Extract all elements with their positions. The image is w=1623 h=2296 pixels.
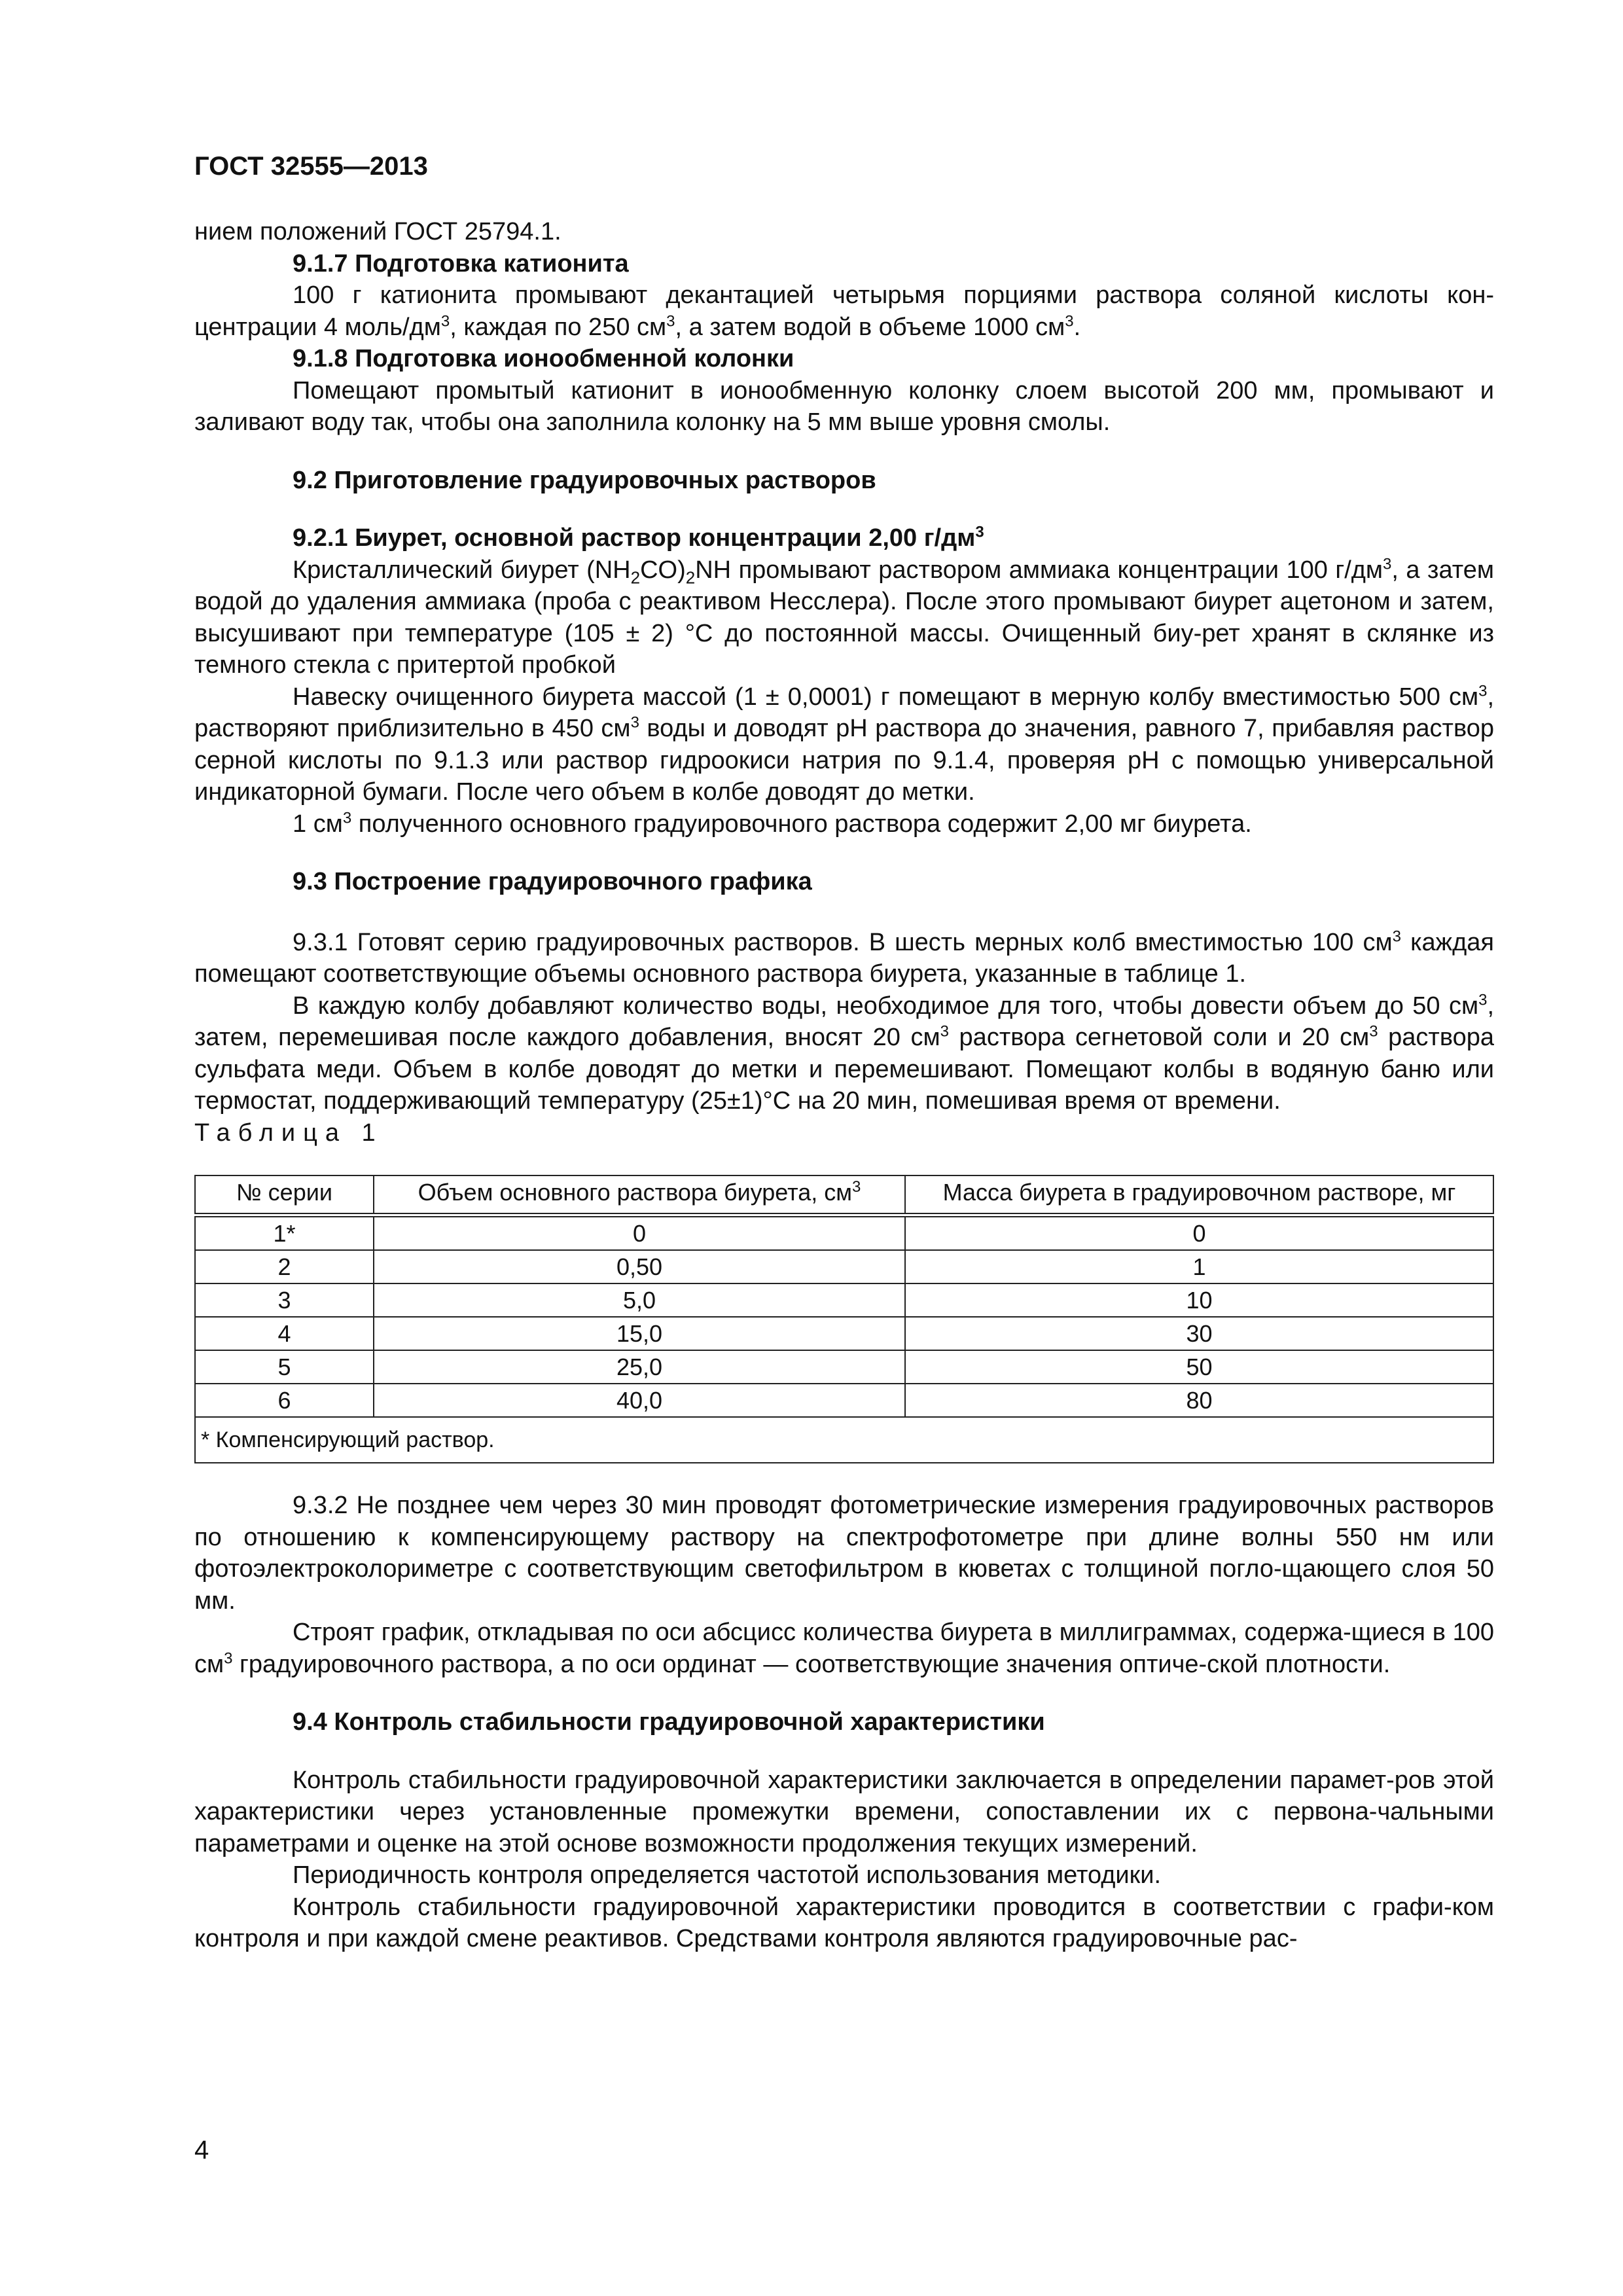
table-cell: 15,0: [374, 1317, 905, 1350]
heading-9-2: 9.2 Приготовление градуировочных растворов: [293, 466, 876, 494]
table-cell: 0: [374, 1215, 905, 1251]
table-row: [195, 1250, 1493, 1283]
document-body: [194, 216, 1494, 1955]
table-header-volume: Объем основного раствора биурета, $см^3$: [374, 1175, 905, 1215]
table-cell: 0: [905, 1215, 1493, 1251]
table-header-series: № серии: [195, 1175, 374, 1215]
table-cell: 5,0: [374, 1283, 905, 1317]
table-cell: 80: [905, 1384, 1493, 1417]
table-cell: 10: [905, 1283, 1493, 1317]
paragraph-9-4-a: Контроль стабильности градуировочной характеристики заключается в определении парамет-ров этой характеристики через установленные промежутки времени, сопоставлении их с первона-чальными параметрами и оценке на этой основе возможности продолжения текущих измерений.: [194, 1766, 1494, 1857]
paragraph-9-4-c: Контроль стабильности градуировочной характеристики проводится в соответствии с графи-ком контроля и при каждой смене реактивов. Средствами контроля являются градуировочные рас-: [194, 1893, 1494, 1952]
table-footnote: * Компенсирующий раствор.: [195, 1417, 1493, 1463]
table-cell: 1: [905, 1250, 1493, 1283]
heading-9-2-1: 9.2.1 Биурет, основной раствор концентрации 2,00 $г/дм^3$: [293, 523, 984, 552]
table-header-mass: Масса биурета в градуировочном растворе, мг: [905, 1175, 1493, 1215]
paragraph-9-3-2-b: Строят график, откладывая по оси абсцисс количества биурета в миллиграммах, содержа-щиеся в 100 $см^3$ градуировочного раствора, а по оси ординат — соответствующие значения оптиче-ской плотности.: [194, 1619, 1494, 1678]
paragraph-9-2-1-b: Навеску очищенного биурета массой (1 ± 0,0001) г помещают в мерную колбу вместимостью 500 $см^3$, растворяют приблизительно в 450 $см^3$ воды и доводят рН раствора до значения, равного 7, прибавляя раствор серной кислоты по 9.1.3 или раствор гидроокиси натрия по 9.1.4, проверяя рН с помощью универсальной индикаторной бумаги. После чего объем в колбе доводят до метки.: [194, 681, 1494, 806]
table-cell: 0,50: [374, 1250, 905, 1283]
page-number: 4: [194, 2136, 209, 2164]
table-cell: 6: [195, 1384, 374, 1417]
table-label: Таблица 1: [194, 1119, 383, 1147]
paragraph-9-2-1-c: 1 $см^3$ полученного основного градуировочного раствора содержит 2,00 мг биурета.: [293, 808, 1252, 838]
calibration-table: [194, 1175, 1494, 1463]
paragraph: нием положений ГОСТ 25794.1.: [194, 218, 562, 245]
table-cell: 25,0: [374, 1350, 905, 1384]
table-row: [195, 1350, 1493, 1384]
table-row: [195, 1317, 1493, 1350]
table-cell: 40,0: [374, 1384, 905, 1417]
paragraph-9-1-8: Помещают промытый катионит в ионообменную колонку слоем высотой 200 мм, промывают и заливают воду так, чтобы она заполнила колонку на 5 мм выше уровня смолы.: [194, 376, 1494, 436]
paragraph-9-3-1-a: 9.3.1 Готовят серию градуировочных растворов. В шесть мерных колб вместимостью 100 $см^3$ каждая помещают соответствующие объемы основного раствора биурета, указанные в таблице 1.: [194, 927, 1494, 988]
table-cell: 2: [195, 1250, 374, 1283]
table-note-row: [195, 1417, 1493, 1463]
paragraph-9-3-2: 9.3.2 Не позднее чем через 30 мин проводят фотометрические измерения градуировочных растворов по отношению к компенсирующему раствору на спектрофотометре при длине волны 550 нм или фотоэлектроколориметре с соответствующим светофильтром в кюветах с толщиной погло-щающего слоя 50 мм.: [194, 1492, 1494, 1615]
paragraph-9-2-1-a: Кристаллический биурет $(NH_2CO)_2NH$ промывают раствором аммиака концентрации 100 $г/дм^3$, а затем водой до удаления аммиака (проба с реактивом Несслера). После этого промывают биурет ацетоном и затем, высушивают при температуре (105 ± 2) °С до постоянной массы. Очищенный биу-рет хранят в склянке из темного стекла с притертой пробкой: [194, 554, 1494, 679]
table-cell: 5: [195, 1350, 374, 1384]
table-cell: 1*: [195, 1215, 374, 1251]
table-row: [195, 1384, 1493, 1417]
table-cell: 50: [905, 1350, 1493, 1384]
table-cell: 30: [905, 1317, 1493, 1350]
table-cell: 3: [195, 1283, 374, 1317]
table-cell: 4: [195, 1317, 374, 1350]
heading-9-1-7: 9.1.7 Подготовка катионита: [293, 249, 629, 278]
paragraph-9-1-7: 100 г катионита промывают декантацией четырьмя порциями раствора соляной кислоты кон-центрации 4 моль/$дм^3$, каждая по 250 $см^3$, а затем водой в объеме 1000 $см^3$.: [194, 281, 1494, 341]
heading-9-1-8: 9.1.8 Подготовка ионообменной колонки: [293, 345, 794, 372]
heading-9-3: 9.3 Построение градуировочного графика: [293, 868, 812, 895]
table-row: [195, 1283, 1493, 1317]
heading-9-4: 9.4 Контроль стабильности градуировочной характеристики: [293, 1708, 1045, 1736]
document-header: ГОСТ 32555—2013: [194, 152, 428, 181]
paragraph-9-4-b: Периодичность контроля определяется частотой использования методики.: [293, 1861, 1162, 1889]
paragraph-9-3-1-b: В каждую колбу добавляют количество воды, необходимое для того, чтобы довести объем до 50 $см^3$, затем, перемешивая после каждого добавления, вносят 20 $см^3$ раствора сегнетовой соли и 20 $см^3$ раствора сульфата меди. Объем в колбе доводят до метки и перемешивают. Помещают колбы в водяную баню или термостат, поддерживающий температуру (25±1)°С на 20 мин, помешивая время от времени.: [194, 990, 1494, 1115]
table-row: [195, 1215, 1493, 1251]
